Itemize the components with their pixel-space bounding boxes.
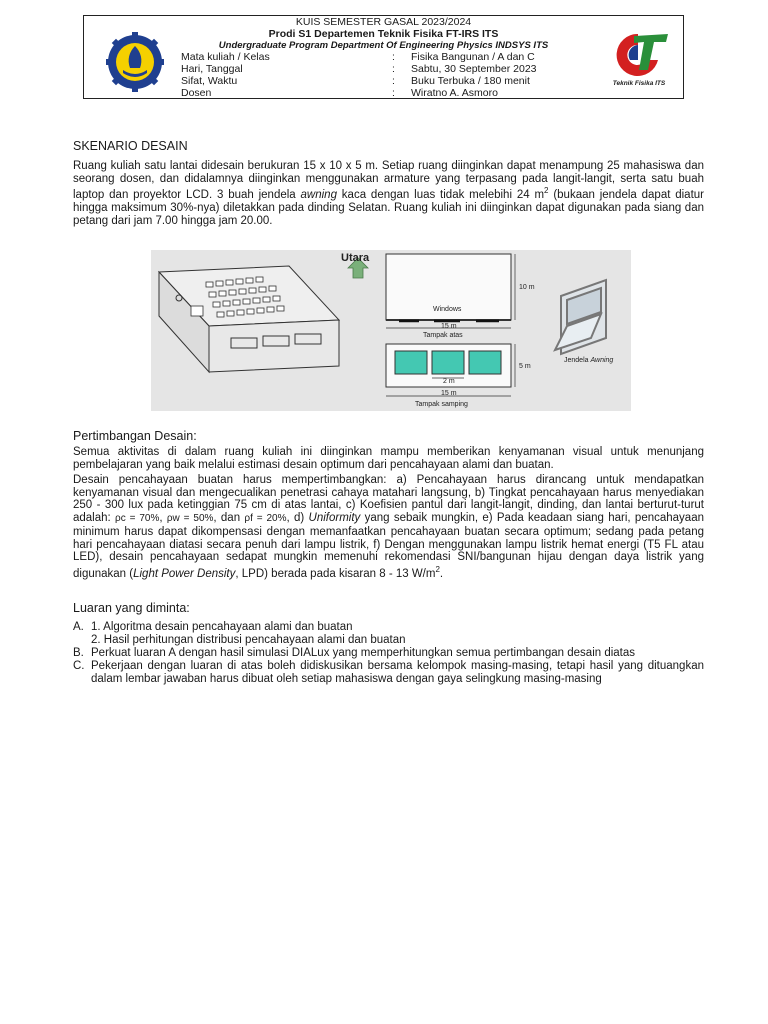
label-awning: Awning (590, 357, 614, 364)
text-rho-w: ρw = 50% (166, 513, 214, 525)
text-run: Ruang kuliah satu lantai didesain berukuran 15 x 10 x 5 m. Setiap ruang diinginkan dapat menampung 25 mahasiswa dan seorang dosen, dan didalamnya diinginkan menggunakan armature yang terpasang pada langit-langit, serta satu buah laptop dan proyektor LCD. 3 buah jendela (73, 160, 704, 202)
info-colon: : (392, 51, 395, 63)
text-run: Desain pencahayaan buatan harus mempertimbangkan: a) Pencahayaan harus dirancang untuk mendapatkan kenyamanan visual dan mengecualikan penetrasi cahaya matahari langsung, b) Tingkat pencahayaan harus menyediakan 250 - 300 lux pada ketinggian 75 cm di atas lantai, c) Koefisien pantul dari langit-langit, dinding, dan lantai berturut-turut adalah: (73, 474, 704, 525)
info-value: Buku Terbuka / 180 menit (411, 75, 530, 87)
list-marker: C. (73, 660, 85, 672)
label-tampak-atas: Tampak atas (423, 332, 463, 339)
info-label: Sifat, Waktu (181, 75, 238, 87)
text-run: , dan (213, 512, 245, 525)
info-colon: : (392, 87, 395, 99)
room-diagram (151, 250, 631, 411)
info-label: Dosen (181, 87, 212, 99)
text-run: yang sebaik mungkin, e) Pada keadaan siang hari, pencahayaan minimum harus dapat dikompensasi dengan memanfaatkan pencahayaan buatan secara optimum; sedang pada petang hari pencahayaan diatasi secara penuh dari lampu listrik, f) Dengan menggunakan lampu listrik hemat energi (T5 FL atau LED), desain pencahayaan sedapat mungkin memenuhi rekomendasi SNI/bangunan hijau dengan daya listrik yang digunakan ( (73, 512, 704, 580)
list-text: Pekerjaan dengan luaran di atas boleh didiskusikan bersama kelompok masing-masing, tetapi hasil yang dituangkan dalam lembar jawaban harus dibuat oleh setiap mahasiswa dengan gaya selingkung masing-masing (91, 660, 704, 685)
label-15m-top: 15 m (441, 323, 457, 330)
label-15m-side: 15 m (441, 390, 457, 397)
info-value: Wiratno A. Asmoro (411, 87, 498, 99)
exam-header (83, 15, 684, 99)
awning-window-icon (555, 280, 606, 354)
superscript: 2 (544, 186, 549, 196)
label-jendela: Jendela (564, 357, 589, 364)
list-text: 2. Hasil perhitungan distribusi pencahayaan alami dan buatan (91, 634, 406, 646)
section-title-luaran: Luaran yang diminta: (73, 601, 190, 615)
room-figure (151, 250, 631, 411)
text-rho-f: ρf = 20% (244, 513, 287, 525)
label-10m: 10 m (519, 284, 535, 291)
tf-logo-icon (608, 30, 670, 80)
text-run: , LPD) berada pada kisaran 8 - 13 W/m (235, 567, 436, 580)
text-run: . (439, 567, 444, 580)
logo-caption: Teknik Fisika ITS (612, 80, 666, 87)
section-title-pertimbangan: Pertimbangan Desain: (73, 429, 197, 443)
list-text: 1. Algoritma desain pencahayaan alami dan buatan (91, 621, 353, 633)
plan-top-view (386, 254, 515, 328)
program-name: Undergraduate Program Department Of Engineering Physics INDSYS ITS (218, 40, 549, 51)
info-label: Mata kuliah / Kelas (181, 51, 270, 63)
paragraph-pertimbangan-2 (73, 474, 704, 580)
text-awning: awning (300, 189, 337, 202)
list-marker: B. (73, 647, 84, 659)
exam-title: KUIS SEMESTER GASAL 2023/2024 (295, 16, 472, 28)
info-colon: : (392, 75, 395, 87)
info-label: Hari, Tanggal (181, 63, 243, 75)
text-run: (bukaan jendela dapat diatur hingga maksimum 30%-nya) diletakkan pada dinding Selatan. Ruang kuliah ini diinginkan dapat digunakan pada siang dan petang dari jam 7.00 hingga jam 20.00. (73, 189, 705, 227)
label-utara: Utara (341, 252, 370, 264)
paragraph-skenario (73, 160, 704, 227)
info-value: Sabtu, 30 September 2023 (411, 63, 537, 75)
section-title-skenario: SKENARIO DESAIN (73, 139, 188, 153)
text-run: kaca dengan luas tidak melebihi 24 m (336, 189, 545, 202)
list-text: Perkuat luaran A dengan hasil simulasi DIALux yang memperhitungkan semua pertimbangan desain diatas (91, 647, 636, 659)
plan-side-view (386, 344, 515, 396)
text-run: , d) (286, 512, 309, 525)
text-lpd: Light Power Density (133, 567, 236, 580)
label-5m: 5 m (519, 363, 531, 370)
label-jendela-awning (564, 357, 613, 364)
teknik-fisika-logo (608, 30, 670, 92)
label-2m: 2 m (443, 378, 455, 385)
superscript: 2 (435, 564, 440, 574)
text-uniformity: Uniformity (308, 512, 361, 525)
info-colon: : (392, 63, 395, 75)
classroom-perspective (159, 266, 339, 372)
info-value: Fisika Bangunan / A dan C (411, 51, 535, 63)
paragraph-pertimbangan-1: Semua aktivitas di dalam ruang kuliah ini diinginkan mampu memberikan kenyamanan visual untuk menunjang pembelajaran yang baik melalui estimasi desain optimum dari pencahayaan alami dan buatan. (73, 446, 704, 471)
label-windows: Windows (433, 306, 462, 313)
list-marker: A. (73, 621, 84, 633)
department-name: Prodi S1 Departemen Teknik Fisika FT-IRS ITS (268, 28, 499, 40)
text-run: , (159, 512, 167, 525)
text-rho-c: ρc = 70% (115, 513, 160, 525)
label-tampak-samping: Tampak samping (415, 401, 468, 408)
